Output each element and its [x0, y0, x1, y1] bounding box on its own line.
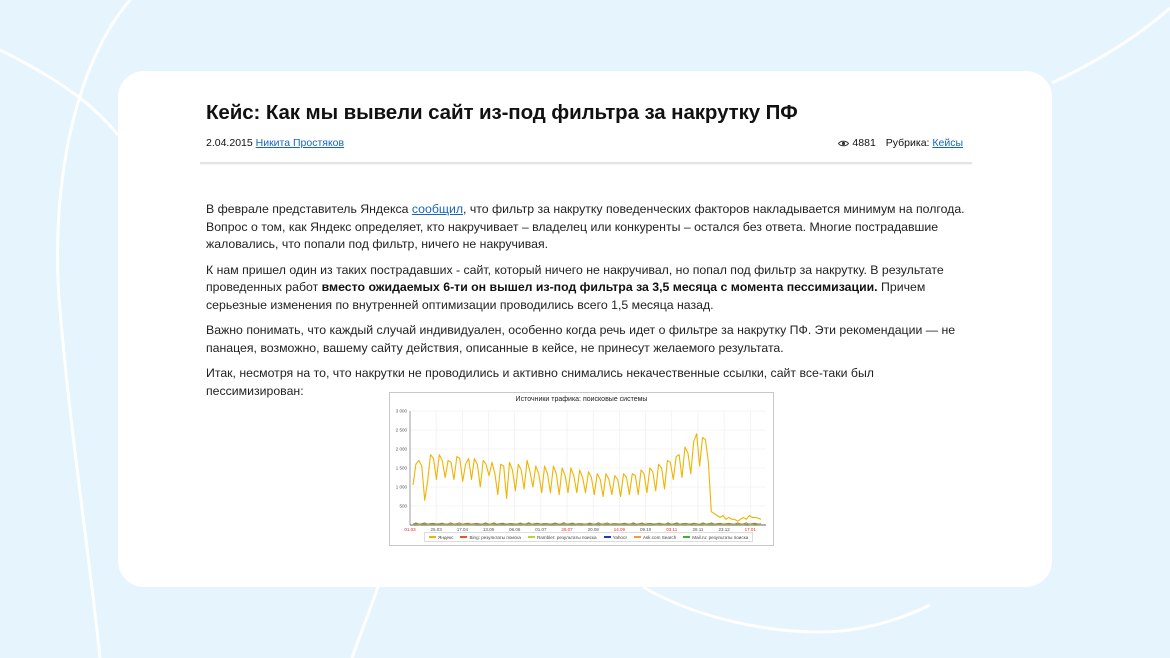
publish-date: 2.04.2015	[206, 137, 253, 149]
article-body	[206, 201, 966, 408]
legend-item[interactable]	[634, 535, 676, 540]
x-tick-label: 20.08	[587, 527, 599, 532]
x-tick-label: 23.12	[718, 527, 730, 532]
meta-left	[206, 137, 344, 149]
x-tick-label: 17.01	[744, 527, 756, 532]
legend-label: Ask.com Search	[642, 534, 677, 540]
chart-title: Источники трафика: поисковые системы	[515, 396, 648, 403]
legend-item[interactable]	[460, 535, 520, 540]
y-tick-label: 2 000	[395, 446, 407, 452]
paragraph-text: Причем серьезные изменения по внутренней оптимизации проводились всего 1,5 месяца назад.	[206, 280, 926, 312]
eye-icon	[838, 140, 849, 147]
x-tick-label: 14.09	[613, 527, 626, 532]
header-divider	[200, 162, 972, 164]
paragraph-text: , что фильтр за накрутку поведенческих факторов накладывается минимум на полгода. Вопрос о том, как Яндекс определяет, кто накручивает – владелец или конкуренты – остался без ответа. Многие пострадавшие жаловались, что попали под фильтр, ничего не накручивая.	[206, 202, 965, 251]
y-tick-label: 1 500	[395, 465, 407, 471]
legend-label: Bing: результаты поиска	[469, 534, 521, 540]
y-tick-label: 1 000	[395, 484, 407, 490]
chart-plot	[390, 393, 775, 547]
traffic-chart	[389, 392, 774, 546]
legend-swatch-icon	[460, 536, 467, 538]
views-count: 4881	[852, 137, 876, 149]
chart-legend	[424, 532, 753, 542]
paragraph-text: К нам пришел один из таких пострадавших - сайт, который ничего не накручивал, но попал под фильтр за накрутку. В результате проведенных работ	[206, 262, 944, 294]
y-tick-label: 500	[399, 503, 407, 509]
x-tick-label: 09.10	[639, 527, 652, 532]
paragraph-4: Итак, несмотря на то, что накрутки не проводились и активно снимались некачественные ссылки, сайт все-таки был пессимизирован:	[206, 366, 874, 398]
views-counter	[838, 137, 875, 149]
legend-swatch-icon	[528, 536, 535, 538]
x-tick-label: 28.11	[692, 527, 704, 532]
x-tick-label: 06.06	[509, 527, 521, 532]
legend-label: Яндекс	[438, 534, 454, 540]
y-tick-label: 2 500	[395, 427, 407, 433]
x-tick-label: 25.03	[430, 527, 442, 532]
x-tick-label: 01.07	[535, 527, 547, 532]
paragraph-3: Важно понимать, что каждый случай индивидуален, особенно когда речь идет о фильтре за накрутку ПФ. Эти рекомендации — не панацея, возможно, вашему сайту действия, описанные в кейсе, не принесут желаемого результата.	[206, 323, 956, 355]
author-link[interactable]: Никита Простяков	[255, 137, 345, 149]
legend-label: Yahoo!	[612, 534, 627, 540]
legend-item[interactable]	[528, 535, 597, 540]
x-tick-label: 13.05	[482, 527, 495, 532]
x-tick-label: 26.07	[561, 527, 573, 532]
legend-item[interactable]	[683, 535, 748, 540]
legend-swatch-icon	[604, 536, 611, 538]
legend-item[interactable]	[604, 535, 627, 540]
series-line-yandex	[413, 434, 761, 521]
legend-label: Rambler: результаты поиска	[536, 534, 597, 540]
paragraph-2	[206, 262, 966, 315]
paragraph-text: В феврале представитель Яндекса	[206, 202, 412, 216]
source-link[interactable]: сообщил	[411, 202, 464, 216]
y-tick-label: 3 000	[395, 408, 407, 414]
paragraph-1	[206, 201, 966, 254]
meta-right	[838, 137, 963, 149]
legend-item[interactable]	[429, 535, 453, 540]
article-title: Кейс: Как мы вывели сайт из-под фильтра за накрутку ПФ	[206, 101, 798, 124]
legend-swatch-icon	[683, 536, 690, 538]
x-tick-label: 03.11	[666, 527, 678, 532]
rubric-label: Рубрика:	[885, 137, 930, 149]
article-meta	[206, 137, 963, 149]
x-tick-label: 17.04	[456, 527, 468, 532]
legend-label: Mail.ru: результаты поиска	[692, 534, 749, 540]
paragraph-highlight: вместо ожидаемых 6-ти он вышел из-под фильтра за 3,5 месяца с момента пессимизации.	[321, 280, 878, 294]
legend-swatch-icon	[634, 536, 641, 538]
legend-swatch-icon	[429, 536, 436, 538]
rubric	[886, 137, 963, 149]
rubric-link[interactable]: Кейсы	[932, 137, 963, 149]
x-tick-label: 01.03	[404, 527, 416, 532]
